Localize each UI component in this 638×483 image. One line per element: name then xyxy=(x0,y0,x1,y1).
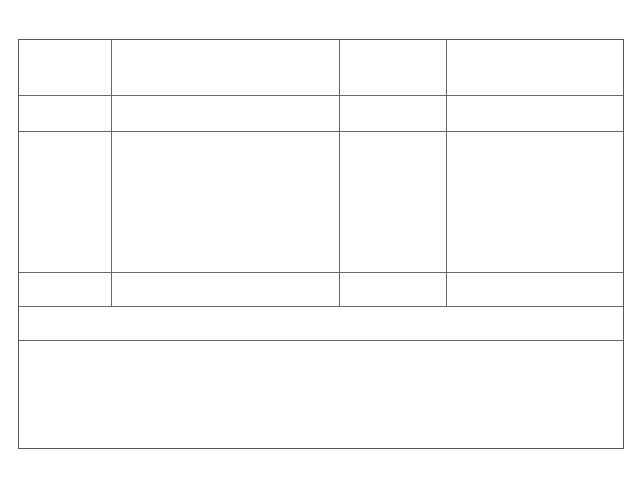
row-divider-substitution xyxy=(19,340,623,341)
col-divider-1 xyxy=(111,40,112,307)
col-divider-2 xyxy=(339,40,340,307)
row-divider-y1 xyxy=(19,131,623,132)
header-divider xyxy=(19,95,623,96)
col-divider-3 xyxy=(446,40,447,307)
classification-table xyxy=(18,39,624,449)
header-peak xyxy=(447,43,624,51)
row-divider-y4 xyxy=(19,306,623,307)
row-divider-y2 xyxy=(19,272,623,273)
